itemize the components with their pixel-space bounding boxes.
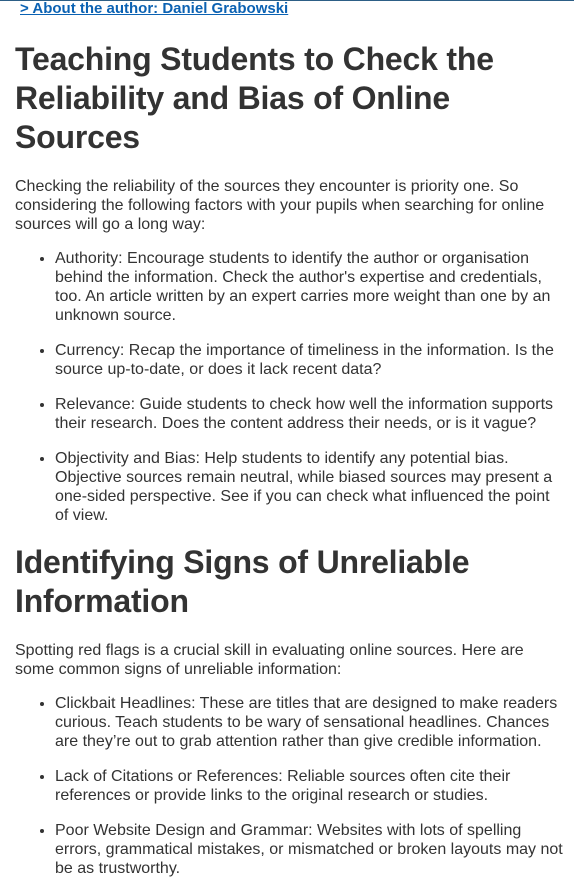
list-item: • Lack of Citations or References: Reliable sources often cite their references or provide links to the original research or studies. — [55, 767, 567, 805]
section-intro-reliability: Checking the reliability of the sources they encounter is priority one. So considering the following factors with your pupils when searching for online sources will go a long way: — [15, 178, 545, 233]
list-item: • Poor Website Design and Grammar: Websites with lots of spelling errors, grammatical mistakes, or mismatched or broken layouts may not be as trustworthy. — [55, 821, 567, 878]
list-item: • Clickbait Headlines: These are titles that are designed to make readers curious. Teach students to be wary of sensational headlines. Chances are they’re out to grab attention rather than give credible information. — [55, 694, 567, 751]
red-flags-list — [15, 694, 567, 878]
about-author-link[interactable]: > About the author: Daniel Grabowski — [20, 0, 289, 17]
list-item: • Relevance: Guide students to check how well the information supports their research. Does the content address their needs, or is it vague? — [55, 395, 567, 433]
factors-list — [15, 249, 567, 525]
list-item: • Authority: Encourage students to identify the author or organisation behind the information. Check the author's expertise and credentials, too. An article written by an expert carries more weight than one by an unknown source. — [55, 249, 567, 325]
section-heading-reliability: Teaching Students to Check the Reliability and Bias of Online Sources — [15, 41, 494, 155]
article-content — [15, 40, 567, 878]
section-heading-unreliable: Identifying Signs of Unreliable Information — [15, 544, 470, 619]
list-item: • Objectivity and Bias: Help students to identify any potential bias. Objective sources remain neutral, while biased sources may present a one-sided perspective. See if you can check what influenced the point of view. — [55, 449, 567, 525]
section-intro-unreliable: Spotting red flags is a crucial skill in evaluating online sources. Here are some common signs of unreliable information: — [15, 642, 524, 678]
list-item: • Currency: Recap the importance of timeliness in the information. Is the source up-to-date, or does it lack recent data? — [55, 341, 567, 379]
